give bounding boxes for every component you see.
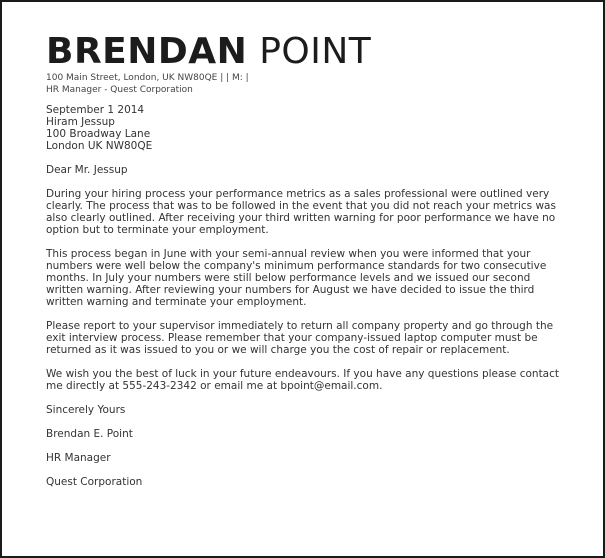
salutation: Dear Mr. Jessup <box>46 164 128 176</box>
letter-date: September 1 2014 <box>46 104 145 116</box>
sender-last-name: POINT <box>259 31 372 72</box>
signer-title: HR Manager <box>46 452 111 464</box>
signer-name: Brendan E. Point <box>46 428 133 440</box>
signer-company: Quest Corporation <box>46 476 143 488</box>
sender-name <box>46 32 562 72</box>
sender-contact-line: 100 Main Street, London, UK NW80QE | | M: | <box>46 73 249 83</box>
sender-title-line: HR Manager - Quest Corporation <box>46 85 193 95</box>
recipient-name: Hiram Jessup <box>46 116 115 128</box>
recipient-city: London UK NW80QE <box>46 140 153 152</box>
body-paragraph-2: This process began in June with your semi-annual review when you were informed that your numbers were well below the company's minimum performance standards for two consecutive months. In July your numbers were still below performance levels and we issued our second written warning. After reviewing your numbers for August we have decided to issue the third written warning and terminate your employment. <box>46 248 547 308</box>
body-paragraph-3: Please report to your supervisor immediately to return all company property and go through the exit interview process. Please remember that your company-issued laptop computer must be returned as it was issued to you or we will charge you the cost of repair or replacement. <box>46 320 554 356</box>
sender-first-name: BRENDAN <box>46 31 248 72</box>
letter-content <box>46 32 562 488</box>
recipient-street: 100 Broadway Lane <box>46 128 151 140</box>
body-paragraph-4: We wish you the best of luck in your future endeavours. If you have any questions please contact me directly at 555-243-2342 or email me at bpoint@email.com. <box>46 368 560 392</box>
recipient-block <box>46 104 562 152</box>
body-paragraph-1: During your hiring process your performance metrics as a sales professional were outlined very clearly. The process that was to be followed in the event that you did not reach your metrics was also clearly outlined. After receiving your third written warning for poor performance we have no option but to terminate your employment. <box>46 188 556 236</box>
valediction: Sincerely Yours <box>46 404 126 416</box>
